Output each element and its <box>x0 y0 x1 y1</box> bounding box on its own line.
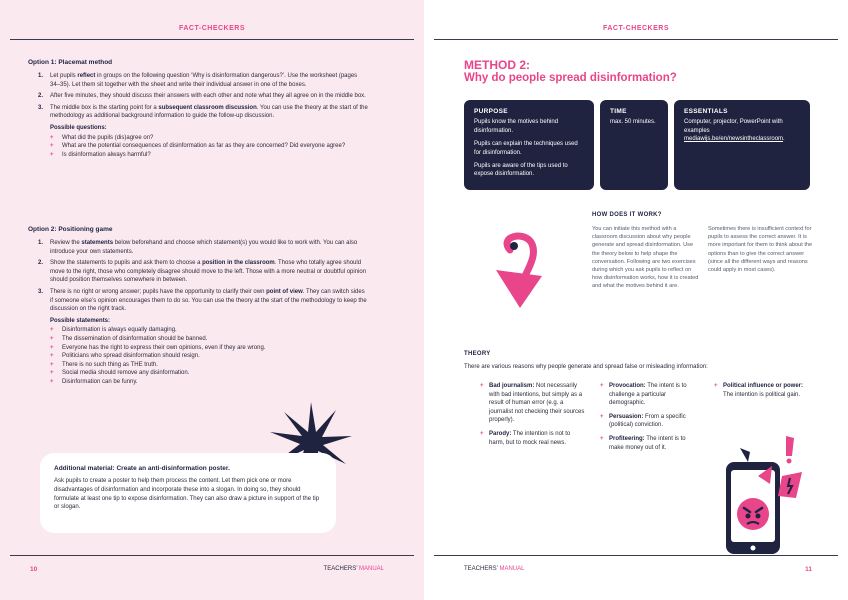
top-rule <box>10 39 414 40</box>
bullet-item <box>50 326 368 335</box>
option1-title: Option 1: Placemat method <box>28 59 113 66</box>
option1-steps <box>38 72 368 159</box>
theory-bold: Parody: <box>489 430 512 437</box>
step-number: 1. <box>38 240 44 246</box>
bullet-text: Disinformation is always equally damaging. <box>62 327 177 334</box>
page-number: 11 <box>805 566 812 573</box>
bullet-text: Disinformation can be funny. <box>62 378 138 385</box>
step-bold: subsequent classroom discussion <box>158 104 257 111</box>
step-bold: position in the classroom <box>202 260 275 267</box>
bullet-item <box>50 361 368 370</box>
option2-steps <box>38 239 368 387</box>
plus-icon: + <box>50 344 54 351</box>
plus-icon: + <box>480 430 484 437</box>
plus-icon: + <box>600 383 604 389</box>
plus-icon: + <box>50 361 54 368</box>
purpose-item: Pupils know the motives behind disinformation. <box>474 119 559 134</box>
phone-alert-icon <box>720 436 810 556</box>
footer-word-accent: MANUAL <box>497 566 525 572</box>
bullet-item <box>50 335 368 344</box>
bullet-text: The dissemination of disinformation should be banned. <box>62 335 208 342</box>
theory-bold: Provocation: <box>609 383 646 389</box>
time-card <box>600 100 668 190</box>
method-title: Why do people spread disinformation? <box>464 72 677 84</box>
plus-icon: + <box>50 327 54 334</box>
step-number: 3. <box>38 104 44 111</box>
step-item <box>38 92 368 101</box>
page-number: 10 <box>30 566 38 573</box>
bullet-item <box>50 352 368 361</box>
essentials-end: . <box>783 136 785 143</box>
purpose-card <box>464 100 594 190</box>
theory-item <box>600 413 700 430</box>
theory-item <box>600 382 700 408</box>
bullet-list <box>50 134 368 160</box>
step-bold: statements <box>81 240 114 246</box>
bullet-text: There is no such thing as THE truth. <box>62 361 158 368</box>
additional-material-box <box>40 453 336 533</box>
method-label: METHOD 2: <box>464 58 530 72</box>
step-text: Let pupils reflect in groups on the following question ‘Why is disinformation dangerous?’. Use the worksheet (pages 34–35). Let them sit together with the sheet and write their individual answer in one of the boxes. <box>50 73 358 88</box>
bullet-item <box>50 378 368 387</box>
purpose-item: Pupils can explain the techniques used for disinformation. <box>474 141 578 156</box>
plus-icon: + <box>50 134 54 141</box>
theory-column-3 <box>714 382 814 404</box>
step-item <box>38 288 368 314</box>
step-number: 2. <box>38 93 44 100</box>
list-subtitle: Possible questions: <box>50 124 107 131</box>
theory-item <box>480 382 586 425</box>
how-col-2: Sometimes there is insufficient context for pupils to assess the correct answer. It is more important for them to think about the options than to give the correct answer (since all the different ways and reasons could apply in most cases). <box>708 226 813 274</box>
footer-word-accent: MANUAL <box>357 566 384 572</box>
plus-icon: + <box>50 143 54 150</box>
section-tag: FACT-CHECKERS <box>602 25 669 32</box>
footer-word: TEACHERS’ <box>323 566 358 572</box>
theory-column-2 <box>600 382 700 457</box>
plus-icon: + <box>600 435 604 442</box>
essentials-text <box>684 118 800 143</box>
theory-title: THEORY <box>464 351 491 357</box>
theory-column-1 <box>480 382 586 452</box>
theory-item <box>480 430 586 447</box>
material-title: Additional material: Create an anti-disinformation poster. <box>54 465 230 472</box>
theory-item <box>714 382 814 399</box>
step-number: 2. <box>38 260 44 267</box>
essentials-head: ESSENTIALS <box>684 108 728 115</box>
plus-icon: + <box>50 370 54 377</box>
option2-title: Option 2: Positioning game <box>28 226 113 233</box>
purpose-head: PURPOSE <box>474 108 508 115</box>
step-bold: point of view <box>266 288 303 295</box>
step-item <box>38 259 368 285</box>
step-bold: reflect <box>77 73 96 79</box>
bottom-rule <box>10 555 414 556</box>
bullet-item <box>50 151 368 160</box>
step-text: Review the statements below beforehand and choose which statement(s) you would like to work with. You can also introduce your own statements. <box>50 240 358 255</box>
bullet-item <box>50 369 368 378</box>
page-right <box>424 0 848 600</box>
theory-item <box>600 435 700 452</box>
bullet-text: Politicians who spread disinformation should resign. <box>62 353 200 360</box>
bottom-rule <box>434 555 838 556</box>
plus-icon: + <box>50 335 54 342</box>
step-number: 1. <box>38 73 44 79</box>
footer-label <box>464 566 524 572</box>
essentials-body: Computer, projector, PowerPoint with examples <box>684 119 783 134</box>
step-text: The middle box is the starting point for a subsequent classroom discussion. You can use the theory at the start of the methodology as additional background information to guide the follow-up discussion. <box>50 104 368 120</box>
bullet-text: What are the potential consequences of disinformation as far as they are concerned? Did everyone agree? <box>62 143 346 150</box>
bullet-text: Is disinformation always harmful? <box>62 151 151 158</box>
how-col-1: You can initiate this method with a classroom discussion about why people generate and spread disinformation. Use the theory below to help shape the conversation. Following are two exercises during which you ask pupils to reflect on how disinformation works, how it is created and what the motives behind it are. <box>592 226 699 290</box>
step-item <box>38 239 368 256</box>
theory-bold: Bad journalism: <box>489 383 535 389</box>
theory-text: Profiteering: The intent is to make money out of it. <box>609 435 686 451</box>
bullet-item <box>50 142 368 151</box>
plus-icon: + <box>50 353 54 360</box>
theory-bold: Persuasion: <box>609 413 644 420</box>
curved-arrow-icon <box>480 228 560 310</box>
footer-word: TEACHERS’ <box>464 566 498 572</box>
theory-text: Political influence or power: The intention is political gain. <box>723 383 804 398</box>
material-text: Ask pupils to create a poster to help them process the content. Let them pick one or more disadvantages of disinformation and incorporate these into a slogan. In doing so, they should formulate at least one tip to expose disinformation. They can also draw a picture in support of the tip or slogan. <box>54 478 320 511</box>
theory-bold: Political influence or power: <box>723 383 804 389</box>
essentials-link[interactable]: mediawijs.be/en/newsintheclassroom <box>684 136 784 143</box>
bullet-text: Everyone has the right to express their own opinions, even if they are wrong. <box>62 344 266 351</box>
plus-icon: + <box>480 383 484 389</box>
how-title: HOW DOES IT WORK? <box>592 212 662 218</box>
list-subtitle: Possible statements: <box>50 317 111 324</box>
section-tag: FACT-CHECKERS <box>178 25 245 32</box>
plus-icon: + <box>50 378 54 385</box>
theory-bold: Profiteering: <box>609 435 645 442</box>
bullet-text: What did the pupils (dis)agree on? <box>62 134 154 141</box>
plus-icon: + <box>714 383 718 389</box>
theory-intro: There are various reasons why people generate and spread false or misleading information: <box>464 364 708 370</box>
step-item <box>38 72 368 89</box>
top-rule <box>434 39 838 40</box>
step-item <box>38 104 368 121</box>
theory-text: Parody: The intention is not to harm, but to mock real news. <box>489 430 571 446</box>
plus-icon: + <box>50 151 54 158</box>
essentials-card <box>674 100 810 190</box>
theory-text: Bad journalism: Not necessarily with bad intentions, but simply as a result of human error (e.g. a journalist not checking their sources properly). <box>489 383 585 424</box>
step-text: Show the statements to pupils and ask them to choose a position in the classroom. Those who totally agree should move to the right, those who completely disagree should move to the left. Those with a more neutral or doubtful opinion should position themselves somewhere in between. <box>50 260 367 284</box>
step-text: There is no right or wrong answer; pupils have the opportunity to clarify their own point of view. They can switch sides if someone else’s opinion encourages them to do so. You can use the theory at the start of the methodology to keep the discussion on the right track. <box>50 288 367 313</box>
theory-text: Provocation: The intent is to challenge a particular demographic. <box>609 383 687 407</box>
time-value: max. 50 minutes. <box>610 119 656 126</box>
theory-text: Persuasion: From a specific (political) conviction. <box>609 413 686 429</box>
bullet-list <box>50 326 368 386</box>
bullet-item <box>50 344 368 353</box>
step-text: After five minutes, they should discuss their answers with each other and note what they all agree on in the middle box. <box>50 93 366 100</box>
footer-label <box>324 566 384 572</box>
time-head: TIME <box>610 108 627 115</box>
plus-icon: + <box>600 413 604 420</box>
purpose-item: Pupils are aware of the tips used to expose disinformation. <box>474 163 568 178</box>
bullet-text: Social media should remove any disinformation. <box>62 370 190 377</box>
bullet-item <box>50 134 368 143</box>
step-number: 3. <box>38 288 44 295</box>
